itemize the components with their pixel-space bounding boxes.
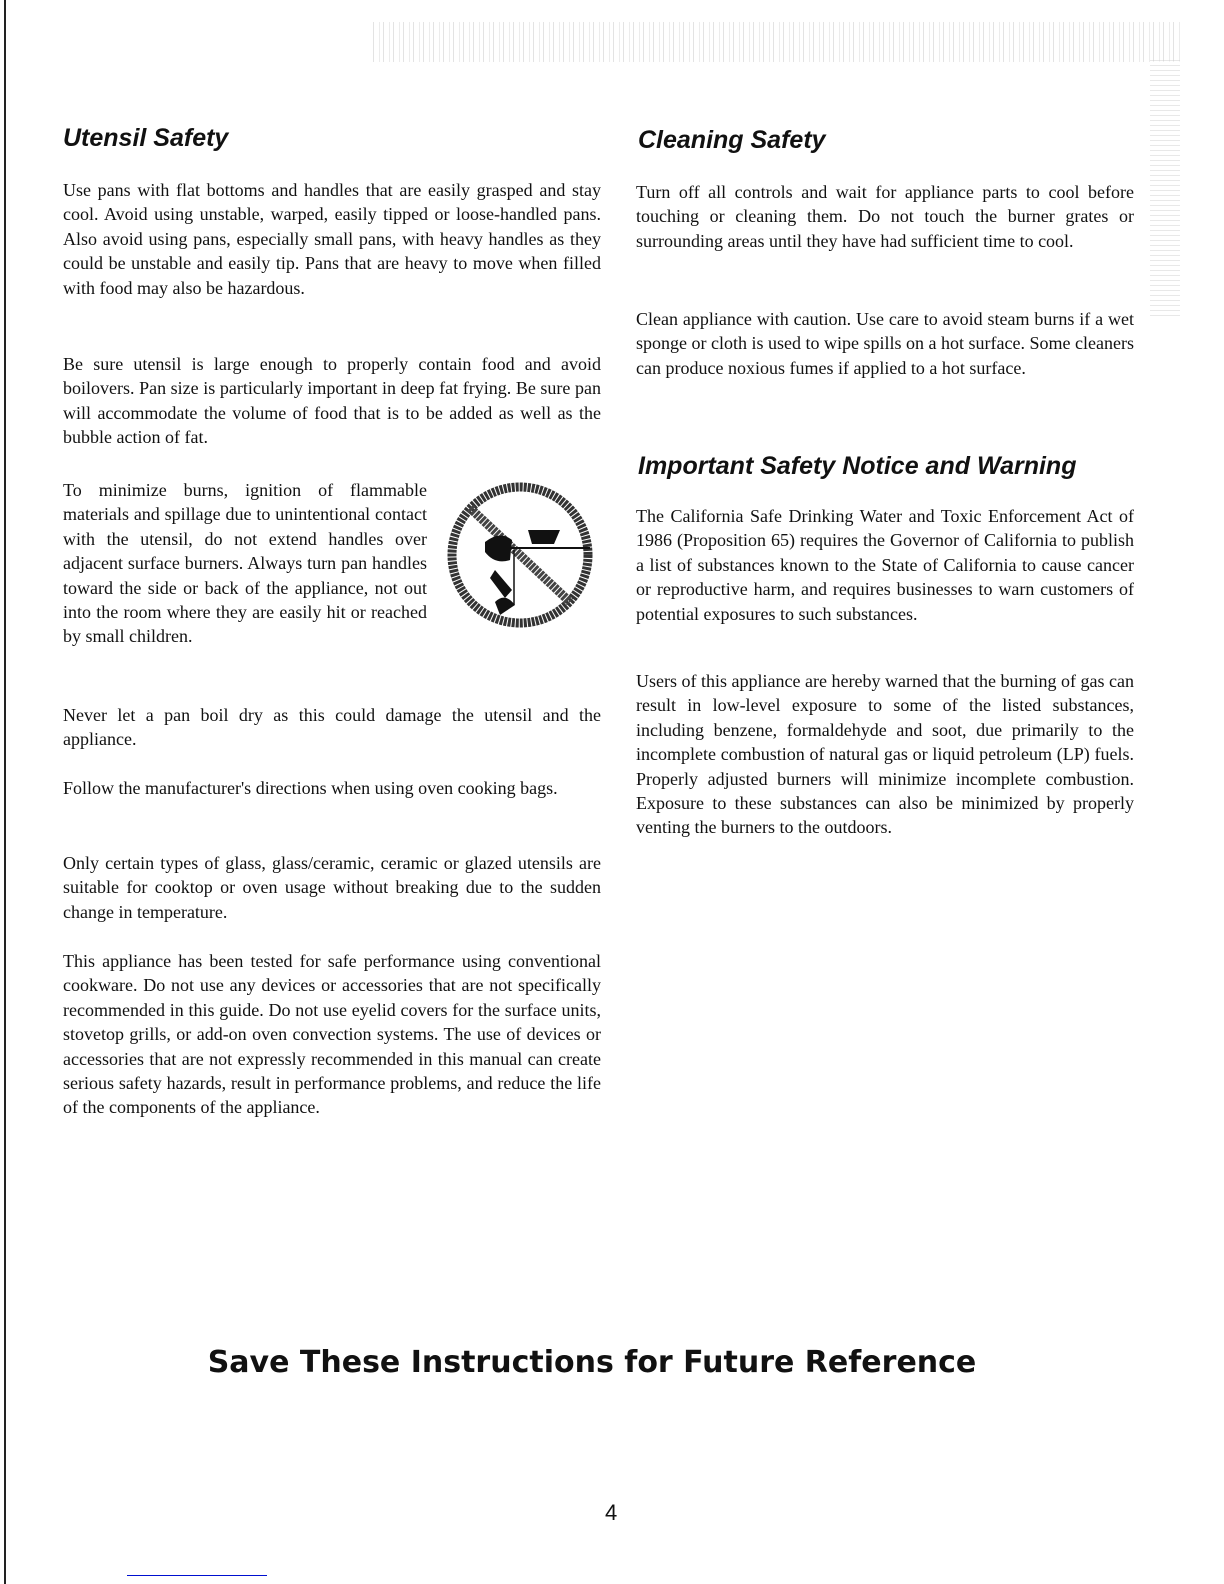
paragraph: Be sure utensil is large enough to properly contain food and avoid boilovers. Pan size is particularly important in deep fat frying. Be sure pan will accommodate the volume of food that is to be added as well as the bubble action of fat. [63,354,601,448]
scan-noise [370,22,1180,62]
paragraph: Never let a pan boil dry as this could damage the utensil and the appliance. [63,705,601,750]
save-instructions-banner: Save These Instructions for Future Reference [207,1345,977,1380]
cleaning-safety-heading: Cleaning Safety [638,126,826,154]
scan-noise [1150,60,1180,320]
page-number: 4 [605,1500,618,1525]
paragraph: To minimize burns, ignition of flammable materials and spillage due to unintentional contact with the utensil, do not extend handles over adjacent surface burners. Always turn pan handles toward the side or back of the appliance, not out into the room where they are easily hit or reached by small children. [63,480,427,647]
paragraph: Turn off all controls and wait for appliance parts to cool before touching or cleaning them. Do not touch the burner grates or surrounding areas until they have had sufficient time to cool. [636,182,1134,251]
safety-notice-heading: Important Safety Notice and Warning [638,452,1077,480]
paragraph: Follow the manufacturer's directions when using oven cooking bags. [63,778,558,798]
paragraph: Only certain types of glass, glass/ceramic, ceramic or glazed utensils are suitable for cooktop or oven usage without breaking due to the sudden change in temperature. [63,853,601,922]
paragraph: Clean appliance with caution. Use care to avoid steam burns if a wet sponge or cloth is used to wipe spills on a hot surface. Some cleaners can produce noxious fumes if applied to a hot surface. [636,309,1134,378]
paragraph: The California Safe Drinking Water and Toxic Enforcement Act of 1986 (Proposition 65) requires the Governor of California to publish a list of substances known to the State of California to cause cancer or reproductive harm, and requires businesses to warn customers of potential exposures to such substances. [636,506,1134,624]
paragraph: This appliance has been tested for safe performance using conventional cookware. Do not use any devices or accessories that are not specifically recommended in this guide. Do not use eyelid covers for the surface units, stovetop grills, or add-on oven convection systems. The use of devices or accessories that are not expressly recommended in this manual can create serious safety hazards, result in performance problems, and reduce the life of the components of the appliance. [63,951,601,1118]
utensil-safety-heading: Utensil Safety [63,124,229,152]
paragraph: Use pans with flat bottoms and handles that are easily grasped and stay cool. Avoid using unstable, warped, easily tipped or loose-handled pans. Also avoid using pans, especially small pans, with heavy handles as they could be unstable and easily tip. Pans that are heavy to move when filled with food may also be hazardous. [63,180,601,298]
scan-line [127,1575,267,1576]
no-pan-handle-over-burner-icon [440,480,600,630]
paragraph: Users of this appliance are hereby warned that the burning of gas can result in low-level exposure to some of the listed substances, including benzene, formaldehyde and soot, due primarily to the incomplete combustion of natural gas or liquid petroleum (LP) fuels. Properly adjusted burners will minimize incomplete combustion. Exposure to these substances can also be minimized by properly venting the burners to the outdoors. [636,671,1134,838]
